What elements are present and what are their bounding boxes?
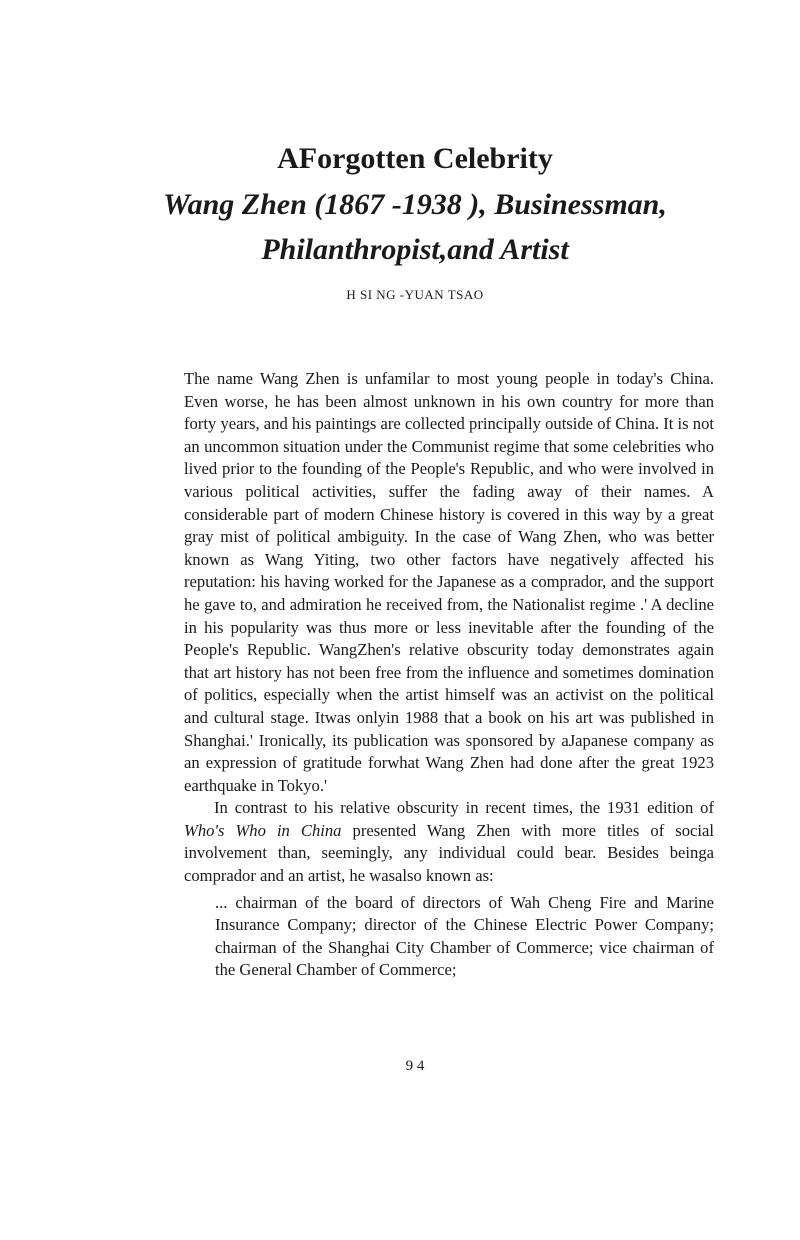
book-title-italic: Who's Who in China xyxy=(184,820,342,840)
article-subtitle-line-1: Wang Zhen (1867 -1938 ), Businessman, xyxy=(163,188,667,221)
body-paragraph-2-text-start: In contrast to his relative obscurity in recent times, the 1931 edition of xyxy=(214,798,714,818)
page-number: 9 4 xyxy=(405,1058,425,1074)
article-title: AForgotten Celebrity xyxy=(277,142,553,175)
article-author: H SI NG -YUAN TSAO xyxy=(346,287,484,302)
article-body xyxy=(184,368,714,982)
article-subtitle-line-2: Philanthropist,and Artist xyxy=(261,233,569,266)
body-paragraph-1: The name Wang Zhen is unfamilar to most young people in today's China. Even worse, he has been almost unknown in his own country for more than forty years, and his paintings are collected principally outside of China. It is not an uncommon situation under the Communist regime that some celebrities who lived prior to the founding of the People's Republic, and who were involved in various political activities, suffer the fading away of their names. A considerable part of modern Chinese history is covered in this way by a great gray mist of political ambiguity. In the case of Wang Zhen, who was better known as Wang Yiting, two other factors have negatively affected his reputation: his having worked for the Japanese as a comprador, and the support he gave to, and admiration he received from, the Nationalist regime .' A decline in his popularity was thus more or less inevitable after the founding of the People's Republic. WangZhen's relative obscurity today demonstrates again that art history has not been free from the influence and sometimes domination of politics, especially when the artist himself was an activist on the political and cultural stage. Itwas onlyin 1988 that a book on his art was published in Shanghai.' Ironically, its publication was sponsored by aJapanese company as an expression of gratitude forwhat Wang Zhen had done after the great 1923 earthquake in Tokyo.' xyxy=(184,369,714,795)
block-quote: ... chairman of the board of directors of Wah Cheng Fire and Marine Insurance Company; director of the Chinese Electric Power Company; chairman of the Shanghai City Chamber of Commerce; vice chairman of the General Chamber of Commerce; xyxy=(215,892,714,980)
body-paragraph-2-text-end: presented Wang Zhen with more titles of social involvement than, seemingly, any individual could bear. Besides beinga comprador and an artist, he wasalso known as: xyxy=(184,820,714,886)
body-paragraph-2 xyxy=(184,797,714,887)
